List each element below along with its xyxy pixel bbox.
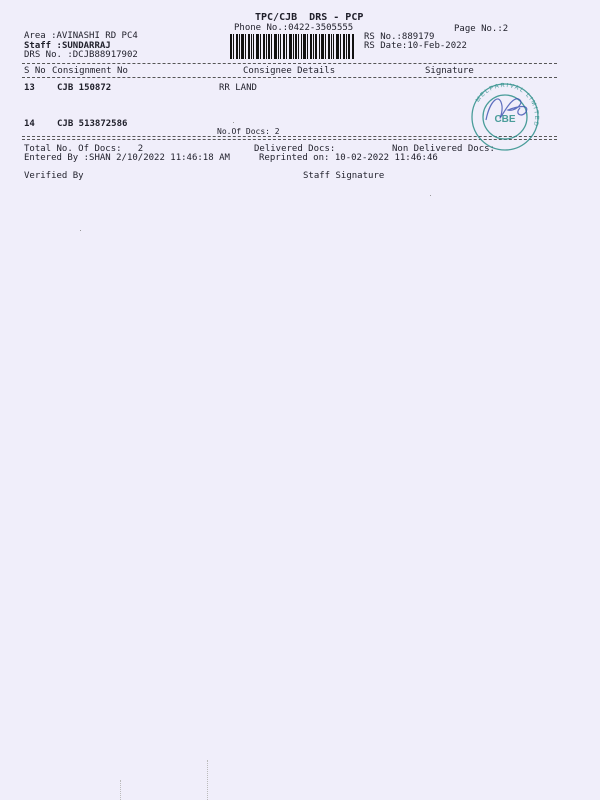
staff-signature: Staff Signature — [303, 171, 385, 181]
barcode — [230, 34, 354, 59]
total-docs: Total No. Of Docs: 2 — [24, 144, 144, 154]
scan-line — [120, 780, 121, 800]
phone-number: Phone No.:0422-3505555 — [234, 23, 354, 33]
scan-line — [207, 760, 208, 800]
verified-by: Verified By — [24, 171, 84, 181]
column-consignment-no: Consignment No — [52, 66, 128, 76]
page-number: Page No.:2 — [454, 24, 509, 34]
delivered-docs: Delivered Docs: — [254, 144, 336, 154]
document-title: TPC/CJB DRS - PCP — [255, 12, 364, 23]
row-sno: 14 — [24, 119, 35, 129]
rs-number: RS No.:889179 — [364, 32, 435, 42]
area-line: Area :AVINASHI RD PC4 — [24, 31, 138, 41]
column-signature: Signature — [425, 66, 474, 76]
non-delivered-docs: Non Delivered Docs: — [392, 144, 495, 154]
header-top-rule — [22, 63, 557, 64]
drs-number: DRS No. :DCJB88917902 — [24, 50, 138, 60]
company-stamp — [456, 82, 554, 152]
rs-date: RS Date:10-Feb-2022 — [364, 41, 467, 51]
row-sno: 13 — [24, 83, 35, 93]
scan-speck — [233, 122, 234, 123]
row-consignment-no: CJB 513872586 — [57, 119, 128, 129]
column-consignee-details: Consignee Details — [243, 66, 336, 76]
reprinted-on: Reprinted on: 10-02-2022 11:46:46 — [259, 153, 438, 163]
row-consignee: RR LAND — [219, 83, 257, 93]
staff-label: Staff : — [24, 41, 62, 51]
staff-name: SUNDARRAJ — [61, 41, 111, 51]
no-of-docs-line: No.Of Docs: 2 — [217, 127, 280, 136]
entered-by: Entered By :SHAN 2/10/2022 11:46:18 AM — [24, 153, 230, 163]
header-bottom-rule — [22, 77, 557, 78]
svg-text:MELPARIVAL LIMITED: MELPARIVAL LIMITED — [475, 82, 540, 128]
scan-speck — [430, 195, 431, 196]
svg-text:CBE: CBE — [494, 114, 516, 125]
row-consignment-no: CJB 150872 — [57, 83, 112, 93]
scan-speck — [80, 230, 81, 231]
column-sno: S No — [24, 66, 46, 76]
